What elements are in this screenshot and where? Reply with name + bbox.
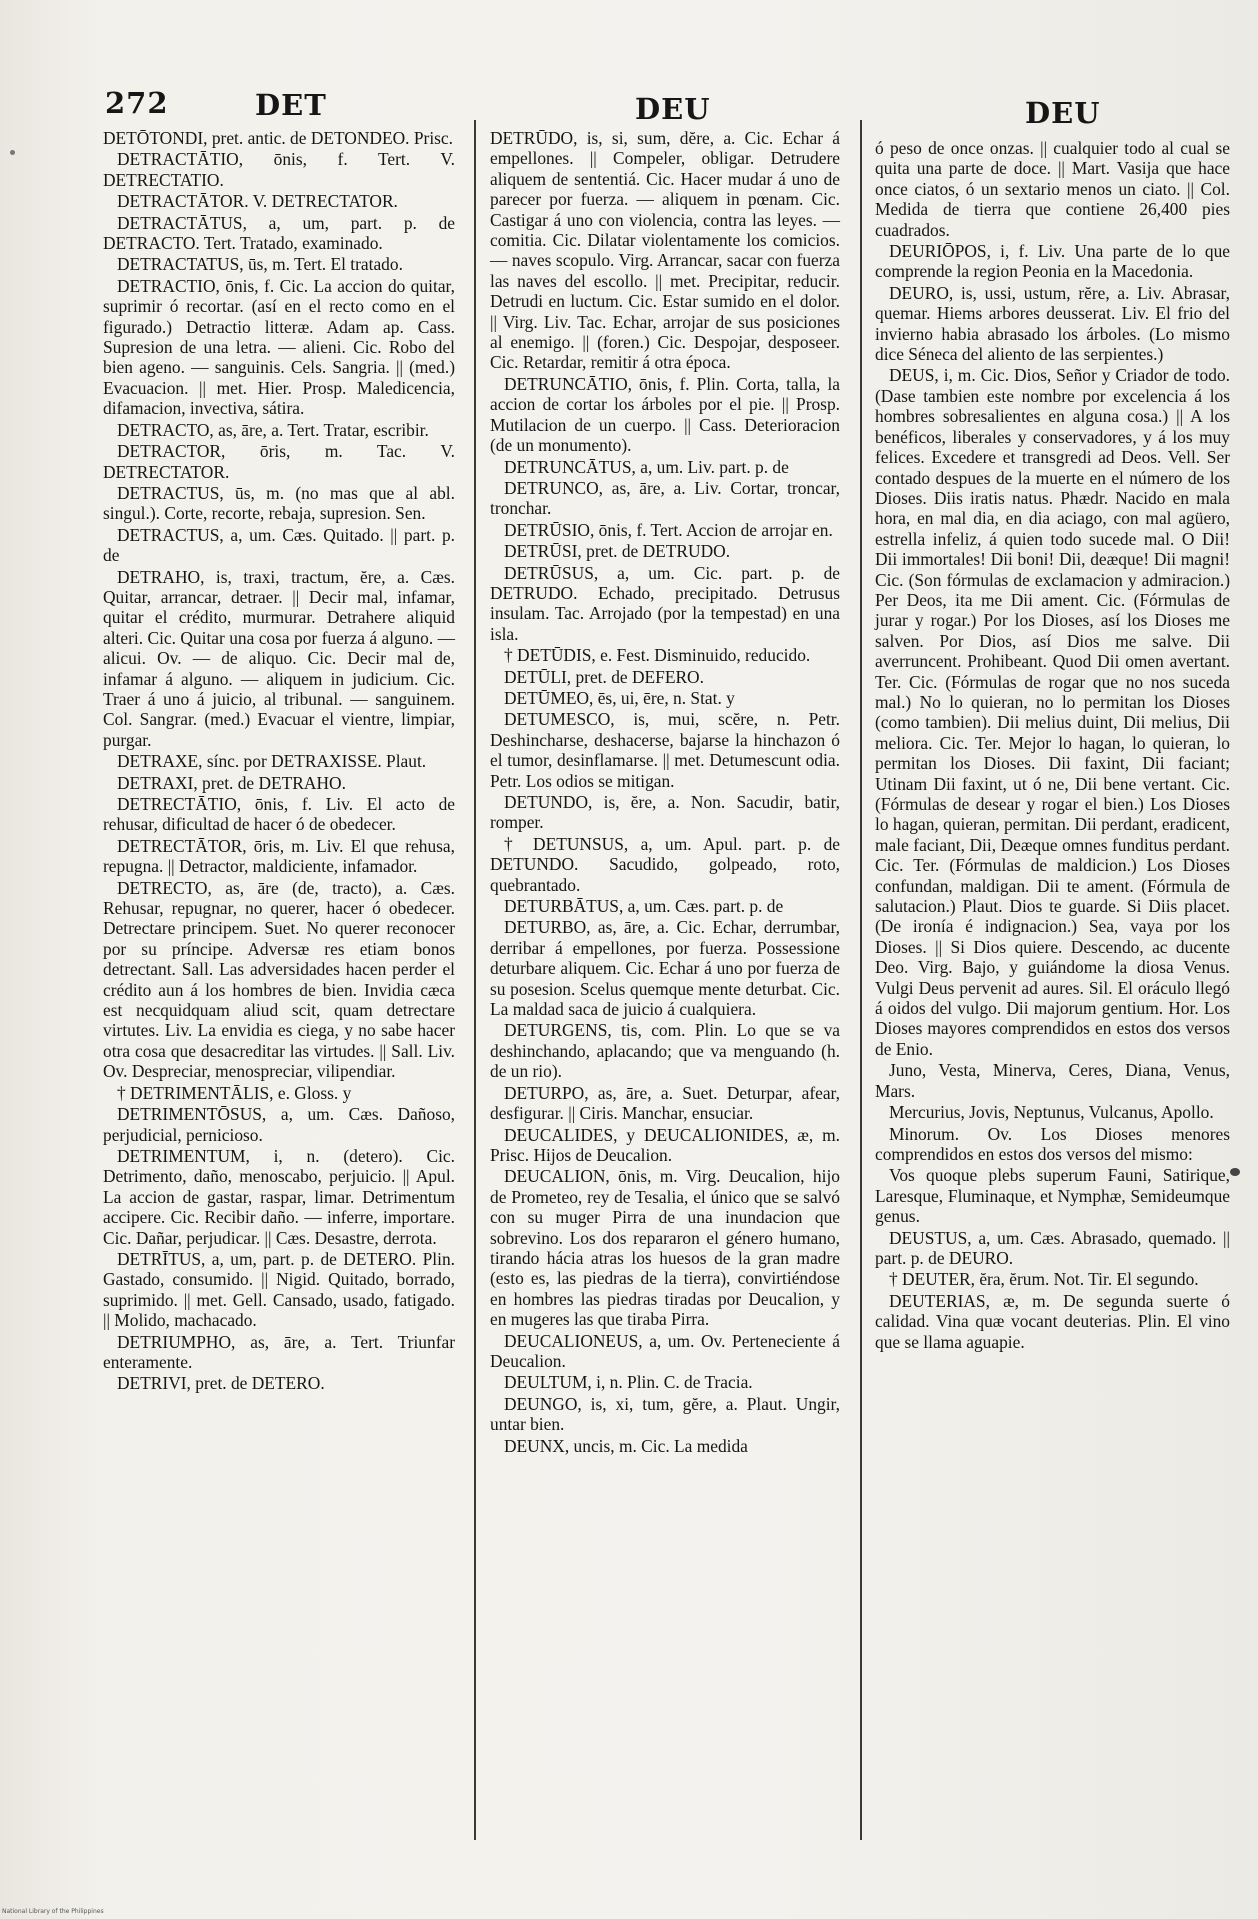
dictionary-entry: DEUCALIONEUS, a, um. Ov. Perteneciente á Deucalion.: [490, 1330, 840, 1371]
dictionary-entry: DETRACTĀTUS, a, um, part. p. de DETRACTO. Tert. Tratado, examinado.: [103, 212, 455, 254]
dictionary-entry: DETRACTOR, ōris, m. Tac. V. DETRECTATOR.: [103, 441, 455, 482]
header-right-guide-word: DEU: [1025, 96, 1101, 130]
dictionary-entry: DETRACTIO, ōnis, f. Cic. La accion do quitar, suprimir ó recortar. (así en el recto como en el figurado.) Detractio litteræ. Adam ap. Cass. Supresion de una letra. — alieni. Cic. Robo del bien ageno. — sanguinis. Cels. Sangria. || (med.) Evacuacion. || met. Hier. Prosp. Maledicencia, difamacion, invectiva, sátira.: [103, 275, 455, 419]
dictionary-entry: DEULTUM, i, n. Plin. C. de Tracia.: [504, 1372, 753, 1393]
dictionary-entry: DETRACTUS, a, um. Cæs. Quitado. || part. p. de: [103, 524, 455, 566]
dictionary-entry: DEUSTUS, a, um. Cæs. Abrasado, quemado. || part. p. de DEURO.: [875, 1227, 1230, 1268]
dictionary-entry: DETŪLI, pret. de DEFERO.: [504, 666, 704, 687]
dictionary-entry: DETRŪSI, pret. de DETRUDO.: [504, 541, 731, 562]
dictionary-entry: Minorum. Ov. Los Dioses menores comprendidos en estos dos versos del mismo:: [875, 1123, 1230, 1164]
dictionary-entry: DETRIVI, pret. de DETERO.: [117, 1373, 325, 1394]
dictionary-entry: DETRAHO, is, traxi, tractum, ĕre, a. Cæs. Quitar, arrancar, detraer. || Decir mal, infamar, quitar el crédito, murmurar. Detrahere aliquid alteri. Cic. Quitar una cosa por fuerza á alguno. — alicui. Ov. — de aliquo. Cic. Decir mal de, infamar á alguno. — aliquem in judicium. Cic. Traer á uno á juicio, al tribunal. — sanguinem. Col. Sangrar. (med.) Evacuar el vientre, limpiar, purgar.: [103, 566, 455, 750]
dictionary-entry: † DETŪDIS, e. Fest. Disminuido, reducido.: [504, 645, 811, 666]
dictionary-entry: DEURIŌPOS, i, f. Liv. Una parte de lo que comprende la region Peonia en la Macedonia.: [875, 241, 1230, 282]
dictionary-entry: DETRACTO, as, āre, a. Tert. Tratar, escribir.: [117, 419, 429, 440]
dictionary-entry: DETRACTUS, ūs, m. (no mas que al abl. singul.). Corte, recorte, rebaja, supresion. Sen.: [103, 482, 455, 524]
dictionary-entry: DETRŪSIO, ōnis, f. Tert. Accion de arrojar en.: [504, 519, 833, 540]
column-right: [875, 138, 1230, 1353]
ink-speck: [10, 150, 15, 155]
dictionary-entry: DETURGENS, tis, com. Plin. Lo que se va deshinchando, aplacando; que va menguando (h. de un rio).: [490, 1020, 840, 1082]
column-middle: [490, 128, 840, 1457]
dictionary-entry: DETRACTĀTOR. V. DETRECTATOR.: [117, 191, 398, 212]
dictionary-entry: DETRUNCO, as, āre, a. Liv. Cortar, troncar, tronchar.: [490, 477, 840, 519]
dictionary-entry: DETRIMENTUM, i, n. (detero). Cic. Detrimento, daño, menoscabo, perjuicio. || Apul. La accion de gastar, raspar, limar. Detrimentum accipere. Cic. Recibir daño. — inferre, importare. Cic. Dañar, perjudicar. || Cæs. Desastre, derrota.: [103, 1145, 455, 1248]
dictionary-entry: DEUTERIAS, æ, m. De segunda suerte ó calidad. Vina quæ vocant deuterias. Plin. El vino que se llama aguapie.: [875, 1290, 1230, 1352]
dictionary-entry: DETRUNCĀTUS, a, um. Liv. part. p. de: [504, 456, 789, 477]
dictionary-entry: DETURBO, as, āre, a. Cic. Echar, derrumbar, derribar á empellones, por fuerza. Possessione deturbare aliquem. Cic. Echar á uno por fuerza de su posesion. Scelus quemque mente deturbat. Cic. La maldad saca de juicio á cualquiera.: [490, 917, 840, 1020]
dictionary-entry: † DETRIMENTĀLIS, e. Gloss. y: [117, 1082, 352, 1103]
column-divider: [474, 120, 476, 1840]
dictionary-entry: DETUNDO, is, ĕre, a. Non. Sacudir, batir, romper.: [490, 792, 840, 833]
dictionary-entry: DETRAXE, sínc. por DETRAXISSE. Plaut.: [117, 751, 427, 772]
column-left: [103, 128, 455, 1395]
dictionary-entry: DETRŪSUS, a, um. Cic. part. p. de DETRUDO. Echado, precipitado. Detrusus insulam. Tac. Arrojado (por la tempestad) en una isla.: [490, 562, 840, 644]
dictionary-entry: DETURBĀTUS, a, um. Cæs. part. p. de: [504, 896, 784, 917]
dictionary-entry: DEUNGO, is, xi, tum, gĕre, a. Plaut. Ungir, untar bien.: [490, 1393, 840, 1435]
dictionary-entry: DEUCALIDES, y DEUCALIONIDES, æ, m. Prisc. Hijos de Deucalion.: [490, 1124, 840, 1165]
page-number: 272: [105, 86, 169, 120]
dictionary-entry: DETŪMEO, ēs, ui, ēre, n. Stat. y: [504, 687, 735, 708]
dictionary-entry: DEUS, i, m. Cic. Dios, Señor y Criador de todo. (Dase tambien este nombre por excelencia á los hombres sobresalientes en alguna cosa.) || A los benéficos, liberales y conservadores, y á los muy felices. Excedere et transgredi ad Deos. Vell. Ser contado despues de la muerte en el número de los Dioses. Diis iratis natus. Phædr. Nacido en mala hora, en mal dia, en dia aciago, con mal agüero, estrella infeliz, á quien todo sucede mal. O Dii! Dii immortales! Dii boni! Dii, deæque! Dii magni! Cic. (Son fórmulas de exclamacion y admiracion.) Per Deos, ita me Dii ament. Cic. (Fórmulas de jurar y rogar.) Por los Dioses, así los Dioses me salven. Por Dios, así Dios me salve. Dii averruncent. Prohibeant. Quod Dii omen avertant. Ter. Cic. (Fórmulas de rogar que no nos suceda mal.) No lo quieran, no lo permitan los Dioses (como tambien). Dii melius duint, Dii melius, Dii meliora. Cic. Ter. Mejor lo hagan, lo quieran, lo permitan los Dioses. Dii faxint, Dii faciant; Utinam Dii faxint, ut ó ne, Dii bene vertant. Cic. (Fórmulas de desear y rogar el bien.) Los Dioses lo hagan, quieran, permitan. Dii perdant, eradicent, male faciant, Dii, Deæque omnes funditus perdant. Cic. Ter. (Fórmulas de maldicion.) Los Dioses confundan, maldigan. Dii te ament. (Fórmula de salutacion.) Plaut. Dios te guarde. Si Diis placet. (De ironía é indignacion.) Sea, vaya por los Dioses. || Si Dios quiere. Descendo, ac ducente Deo. Virg. Bajo, y guiándome la diosa Venus. Vulgi Deus pervenit ad aures. Sil. El oráculo llegó á oidos del vulgo. Dii majorum gentium. Hor. Los Dioses mayores comprendidos en estos dos versos de Enio.: [875, 365, 1230, 1059]
dictionary-entry: DETRUNCĀTIO, ōnis, f. Plin. Corta, talla, la accion de cortar los árboles por el pie. || Prosp. Mutilacion de un cuerpo. || Cass. Deterioracion (de un monumento).: [490, 373, 840, 456]
dictionary-entry: DETRECTĀTOR, ōris, m. Liv. El que rehusa, repugna. || Detractor, maldiciente, infamador.: [103, 835, 455, 877]
header-center-guide-word: DEU: [635, 92, 711, 126]
footer-credit: National Library of the Philippines: [2, 1908, 104, 1915]
dictionary-entry: DETUMESCO, is, mui, scĕre, n. Petr. Deshincharse, deshacerse, bajarse la hinchazon ó el tumor, desinflamarse. || met. Detumescunt odia. Petr. Los odios se mitigan.: [490, 709, 840, 791]
ink-speck: [1230, 1168, 1240, 1176]
dictionary-entry: DETRĪTUS, a, um, part. p. de DETERO. Plin. Gastado, consumido. || Nigid. Quitado, borrado, suprimido. || met. Gell. Cansado, usado, fatigado. || Molido, machacado.: [103, 1248, 455, 1331]
dictionary-entry: DEURO, is, ussi, ustum, rĕre, a. Liv. Abrasar, quemar. Hiems arbores deusserat. Liv. El frio del invierno habia abrasado los árboles. (Lo mismo dice Séneca del aliento de las serpientes.): [875, 282, 1230, 365]
dictionary-entry: ó peso de once onzas. || cualquier todo al cual se quita una parte de doce. || Mart. Vasija que hace once ciatos, ó un sextario menos un ciato. || Col. Medida de tierra que contiene 26,400 pies cuadrados.: [875, 138, 1230, 240]
dictionary-entry: Juno, Vesta, Minerva, Ceres, Diana, Venus, Mars.: [875, 1060, 1230, 1101]
dictionary-entry: DETRAXI, pret. de DETRAHO.: [117, 772, 346, 793]
dictionary-entry: Mercurius, Jovis, Neptunus, Vulcanus, Apollo.: [889, 1102, 1214, 1123]
column-divider: [860, 120, 862, 1840]
dictionary-entry: † DEUTER, ĕra, ĕrum. Not. Tir. El segundo.: [889, 1269, 1199, 1290]
dictionary-entry: DETRACTATUS, ūs, m. Tert. El tratado.: [117, 254, 403, 275]
dictionary-entry: Vos quoque plebs superum Fauni, Satirique, Laresque, Fluminaque, et Nymphæ, Semideumque genus.: [875, 1165, 1230, 1227]
dictionary-entry: DETRIMENTŌSUS, a, um. Cæs. Dañoso, perjudicial, pernicioso.: [103, 1104, 455, 1145]
dictionary-entry: † DETUNSUS, a, um. Apul. part. p. de DETUNDO. Sacudido, golpeado, roto, quebrantado.: [490, 833, 840, 895]
running-header: [105, 82, 1235, 130]
dictionary-entry: DETURPO, as, āre, a. Suet. Deturpar, afear, desfigurar. || Ciris. Manchar, ensuciar.: [490, 1082, 840, 1124]
dictionary-entry: DEUNX, uncis, m. Cic. La medida: [504, 1435, 748, 1456]
dictionary-entry: DETRŪDO, is, si, sum, dĕre, a. Cic. Echar á empellones. || Compeler, obligar. Detrudere aliquem de sententiá. Cic. Hacer mudar á uno de parecer por fuerza. — aliquem in pœnam. Cic. Castigar á uno con violencia, contra las leyes. — comitia. Cic. Dilatar violentamente los comicios. — naves scopulo. Virg. Arrancar, sacar con fuerza las naves del escollo. || met. Precipitar, reducir. Detrudi en luctum. Cic. Estar sumido en el dolor. || Virg. Liv. Tac. Echar, arrojar de sus posiciones al enemigo. || (foren.) Cic. Despojar, desposeer. Cic. Retardar, remitir á otra época.: [490, 128, 840, 373]
dictionary-entry: DEUCALION, ōnis, m. Virg. Deucalion, hijo de Prometeo, rey de Tesalia, el único que se salvó con su muger Pirra de una inundacion que sobrevino. Los dos repararon el género humano, tirando hácia atras los huesos de la gran madre (esto es, las piedras de la tierra), convirtiéndose en hombres las piedras tiradas por Deucalion, y en mugeres las que tiraba Pirra.: [490, 1166, 840, 1330]
dictionary-entry: DETRECTĀTIO, ōnis, f. Liv. El acto de rehusar, dificultad de hacer ó de obedecer.: [103, 794, 455, 835]
dictionary-entry: DETŌTONDI, pret. antic. de DETONDEO. Prisc.: [103, 128, 453, 148]
dictionary-entry: DETRACTĀTIO, ōnis, f. Tert. V. DETRECTATIO.: [103, 149, 455, 190]
dictionary-entry: DETRIUMPHO, as, āre, a. Tert. Triunfar enteramente.: [103, 1331, 455, 1372]
header-left-guide-word: DET: [255, 88, 327, 122]
dictionary-entry: DETRECTO, as, āre (de, tracto), a. Cæs. Rehusar, repugnar, no querer, hacer ó obedecer. Detrectare principem. Suet. No querer reconocer por su príncipe. Adversæ res etiam bonos detrectant. Sall. Las adversidades hacen perder el crédito aun á los hombres de bien. Invidia cæca est necquidquam aliud scit, quam detrectare virtutes. Liv. La envidia es ciega, y no sabe hacer otra cosa que desacreditar las virtudes. || Sall. Liv. Ov. Despreciar, menospreciar, vilipendiar.: [103, 877, 455, 1082]
